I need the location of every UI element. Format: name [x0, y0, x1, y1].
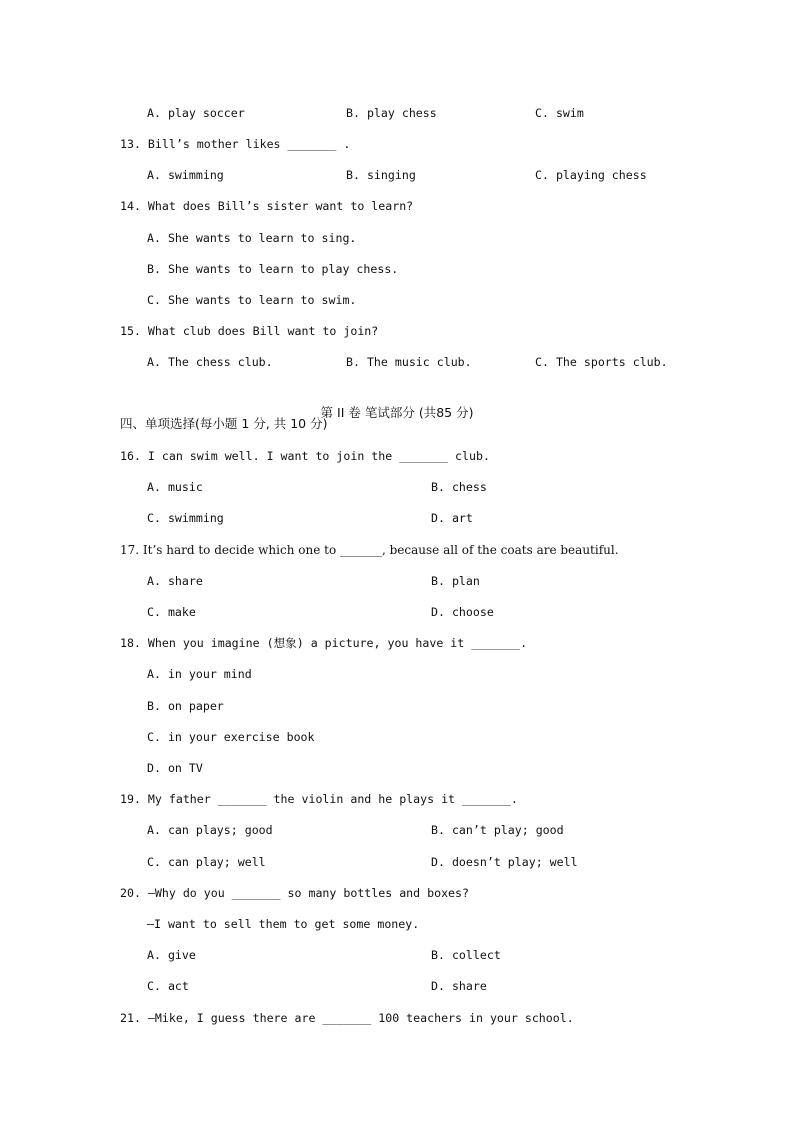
q19-option-a: A. can plays; good: [147, 823, 273, 837]
q19-option-c: C. can play; well: [147, 855, 266, 869]
q19-options-row1: [0, 820, 794, 840]
q17-option-b: B. plan: [431, 574, 480, 588]
q18-stem: 18. When you imagine (想象) a picture, you have it _______.: [120, 636, 528, 650]
q18-option-b: B. on paper: [147, 699, 224, 713]
q20-option-b: B. collect: [431, 948, 501, 962]
q12-option-b: B. play chess: [346, 106, 437, 120]
q16-options-row1: [0, 477, 794, 497]
q20-option-c: C. act: [147, 979, 189, 993]
q13-option-a: A. swimming: [147, 168, 224, 182]
q19-option-d: D. doesn’t play; well: [431, 855, 578, 869]
q20-options-row1: [0, 945, 794, 965]
q15-stem: 15. What club does Bill want to join?: [120, 324, 379, 338]
q14-option-c: C. She wants to learn to swim.: [147, 293, 357, 307]
q15-options: [0, 352, 794, 372]
q20-option-d: D. share: [431, 979, 487, 993]
q15-option-a: A. The chess club.: [147, 355, 273, 369]
q20-options-row2: [0, 976, 794, 996]
q12-option-c: C. swim: [535, 106, 584, 120]
q15-option-c: C. The sports club.: [535, 355, 668, 369]
section4-title: 四、单项选择(每小题 1 分, 共 10 分): [120, 416, 328, 431]
q17-option-d: D. choose: [431, 605, 494, 619]
q17-stem: 17. It’s hard to decide which one to _______, because all of the coats are beautiful.: [120, 543, 619, 557]
q20-stem: 20. —Why do you _______ so many bottles and boxes?: [120, 886, 470, 900]
q20-reply: —I want to sell them to get some money.: [147, 917, 420, 931]
q20-option-a: A. give: [147, 948, 196, 962]
q13-option-b: B. singing: [346, 168, 416, 182]
q16-option-b: B. chess: [431, 480, 487, 494]
q13-stem: 13. Bill’s mother likes _______ .: [120, 137, 351, 151]
q15-option-b: B. The music club.: [346, 355, 472, 369]
q16-stem: 16. I can swim well. I want to join the _______ club.: [120, 449, 490, 463]
part2-title: 第 II 卷 笔试部分 (共85 分): [320, 405, 474, 420]
q18-option-c: C. in your exercise book: [147, 730, 315, 744]
q16-options-row2: [0, 508, 794, 528]
q14-option-a: A. She wants to learn to sing.: [147, 231, 357, 245]
q16-option-a: A. music: [147, 480, 203, 494]
q14-option-b: B. She wants to learn to play chess.: [147, 262, 399, 276]
q18-option-a: A. in your mind: [147, 667, 252, 681]
q13-options: [0, 165, 794, 185]
q19-options-row2: [0, 852, 794, 872]
q19-stem: 19. My father _______ the violin and he plays it _______.: [120, 792, 518, 806]
q16-option-d: D. art: [431, 511, 473, 525]
q14-stem: 14. What does Bill’s sister want to learn?: [120, 199, 414, 213]
q19-option-b: B. can’t play; good: [431, 823, 564, 837]
part2-heading: [0, 383, 794, 420]
q17-option-a: A. share: [147, 574, 203, 588]
q12-option-a: A. play soccer: [147, 106, 245, 120]
q12-options: [0, 103, 794, 123]
q17-options-row1: [0, 571, 794, 591]
q17-options-row2: [0, 602, 794, 622]
q13-option-c: C. playing chess: [535, 168, 647, 182]
section4-heading: [0, 414, 794, 434]
q16-option-c: C. swimming: [147, 511, 224, 525]
q18-option-d: D. on TV: [147, 761, 203, 775]
q17-option-c: C. make: [147, 605, 196, 619]
q21-stem: 21. —Mike, I guess there are _______ 100 teachers in your school.: [120, 1011, 574, 1025]
